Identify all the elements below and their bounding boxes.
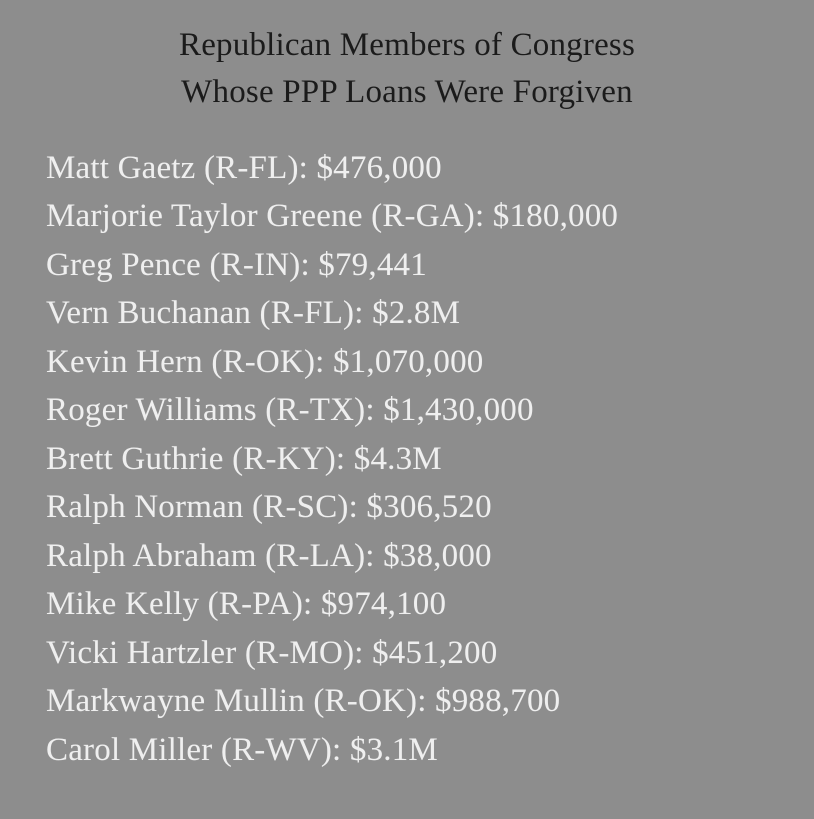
list-item: Roger Williams (R-TX): $1,430,000 [46, 392, 534, 429]
page-title-line-1: Republican Members of Congress [179, 27, 635, 63]
list-item: Ralph Norman (R-SC): $306,520 [46, 489, 492, 526]
list-item: Vicki Hartzler (R-MO): $451,200 [46, 634, 498, 671]
list-item: Kevin Hern (R-OK): $1,070,000 [46, 343, 484, 380]
list-item: Markwayne Mullin (R-OK): $988,700 [46, 683, 561, 720]
list-item: Ralph Abraham (R-LA): $38,000 [46, 537, 492, 574]
list-item: Carol Miller (R-WV): $3.1M [46, 731, 438, 768]
list-item: Vern Buchanan (R-FL): $2.8M [46, 295, 461, 332]
member-list [34, 144, 780, 775]
page-title [179, 22, 635, 116]
list-item: Mike Kelly (R-PA): $974,100 [46, 586, 447, 623]
list-item: Brett Guthrie (R-KY): $4.3M [46, 440, 442, 477]
list-item: Greg Pence (R-IN): $79,441 [46, 246, 427, 283]
page-title-line-2: Whose PPP Loans Were Forgiven [181, 73, 633, 110]
list-item: Marjorie Taylor Greene (R-GA): $180,000 [46, 198, 619, 235]
list-item: Matt Gaetz (R-FL): $476,000 [46, 149, 442, 186]
